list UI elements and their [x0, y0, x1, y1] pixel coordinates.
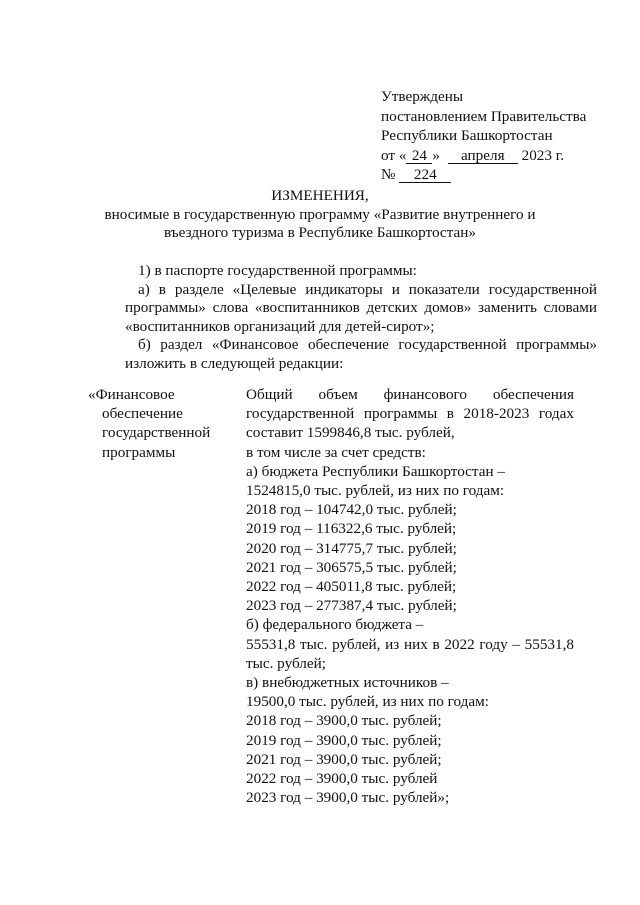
number-prefix: № — [381, 166, 396, 184]
finance-line: 2022 год – 3900,0 тыс. рублей — [246, 770, 438, 788]
finance-line: в) внебюджетных источников – — [246, 674, 449, 692]
number-value: 224 — [399, 167, 451, 183]
date-month: апреля — [448, 148, 518, 164]
finance-table-content — [246, 385, 574, 807]
approval-line: Утверждены — [381, 88, 464, 105]
finance-total: Общий объем финансового обеспечения государственной программы в 2018-2023 годах составит 1599846,8 тыс. рублей, — [246, 386, 574, 442]
finance-line: 2018 год – 3900,0 тыс. рублей; — [246, 712, 442, 730]
paragraph-1: 1) в паспорте государственной программы: — [138, 262, 417, 279]
finance-line: 2023 год – 277387,4 тыс. рублей; — [246, 597, 457, 615]
paragraph-2: а) в разделе «Целевые индикаторы и показатели государственной программы» слова «воспитанников детских домов» заменить словами «воспитанников организаций для детей-сирот»; — [125, 280, 597, 335]
finance-line: а) бюджета Республики Башкортостан – — [246, 462, 505, 480]
finance-table-label — [88, 385, 238, 462]
date-day: 24 — [406, 148, 432, 164]
document-title — [0, 187, 640, 243]
approval-number — [381, 165, 586, 185]
title-line: въездного туризма в Республике Башкортостан» — [164, 224, 476, 241]
finance-line: в том числе за счет средств: — [246, 443, 426, 461]
label-line: обеспечение — [102, 405, 183, 423]
label-line: программы — [102, 443, 176, 461]
approval-line: постановлением Правительства — [381, 107, 587, 125]
finance-line: 19500,0 тыс. рублей, из них по годам: — [246, 693, 489, 711]
finance-line: 2023 год – 3900,0 тыс. рублей»; — [246, 789, 450, 807]
finance-line: 2020 год – 314775,7 тыс. рублей; — [246, 539, 457, 557]
finance-line: 2021 год – 3900,0 тыс. рублей; — [246, 750, 442, 768]
finance-line: 2019 год – 3900,0 тыс. рублей; — [246, 731, 442, 749]
finance-line: 2018 год – 104742,0 тыс. рублей; — [246, 501, 457, 519]
finance-federal: 55531,8 тыс. рублей, из них в 2022 году – 55531,8 тыс. рублей; — [246, 635, 574, 672]
finance-line: 2021 год – 306575,5 тыс. рублей; — [246, 558, 457, 576]
paragraph-3: б) раздел «Финансовое обеспечение государственной программы» изложить в следующей редакции: — [125, 336, 597, 372]
finance-line: 1524815,0 тыс. рублей, из них по годам: — [246, 482, 505, 500]
finance-line: б) федерального бюджета – — [246, 616, 424, 634]
approval-date — [381, 146, 586, 166]
document-body — [125, 262, 597, 373]
date-year: 2023 г. — [521, 146, 565, 164]
date-prefix: от « — [381, 146, 407, 164]
finance-line: 2022 год – 405011,8 тыс. рублей; — [246, 578, 457, 596]
label-line: государственной — [102, 424, 211, 442]
date-mid: » — [432, 146, 441, 164]
title-line: вносимые в государственную программу «Развитие внутреннего и — [104, 205, 536, 223]
finance-line: 2019 год – 116322,6 тыс. рублей; — [246, 520, 457, 538]
title-heading: ИЗМЕНЕНИЯ, — [271, 187, 369, 204]
approval-line: Республики Башкортостан — [381, 127, 553, 145]
approval-block — [381, 87, 586, 185]
label-line: «Финансовое — [88, 386, 175, 403]
